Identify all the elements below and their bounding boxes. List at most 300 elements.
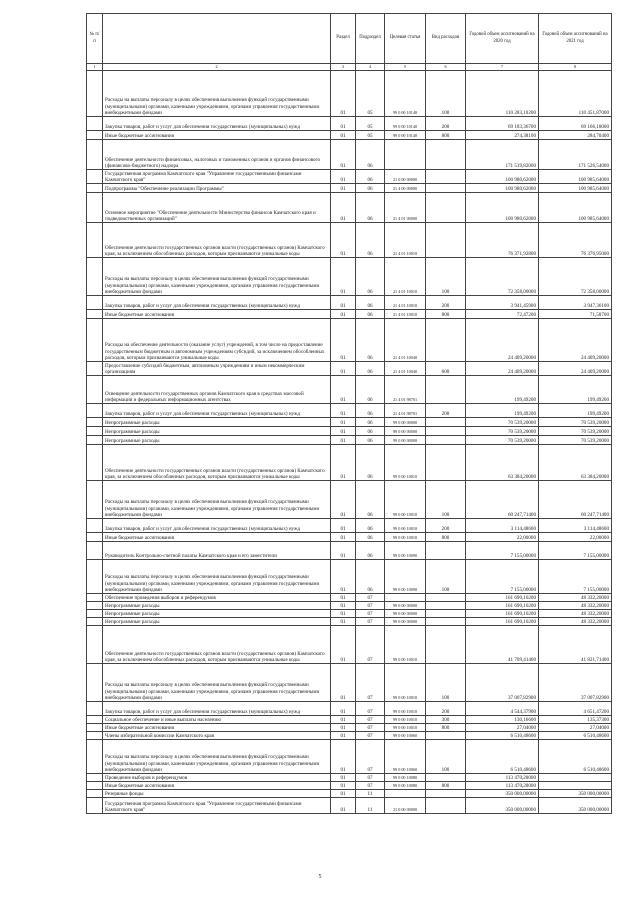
row-amount-2020: 7 155,00000 (466, 542, 539, 560)
row-section: 01 (331, 560, 356, 594)
table-row (87, 445, 612, 481)
row-subsection: 06 (356, 310, 385, 319)
table-row (87, 594, 612, 602)
row-expense-type: 600 (426, 362, 466, 376)
row-description: Непрограммные расходы (103, 418, 331, 427)
row-expense-type (426, 626, 466, 664)
row-subsection: 06 (356, 362, 385, 376)
row-amount-2021: 135,37300 (539, 716, 612, 724)
header-target: Целевая статья (385, 14, 426, 64)
table-row (87, 140, 612, 170)
row-amount-2021: 48 332,20000 (539, 594, 612, 602)
row-amount-2021: 24 409,20000 (539, 362, 612, 376)
row-target-code: 21 4 01 98701 (385, 404, 426, 418)
row-expense-type (426, 602, 466, 610)
row-description: Закупка товаров, работ и услуг для обеспечения государственных (муниципальных) нужд (103, 519, 331, 533)
row-amount-2021: 7 155,00000 (539, 560, 612, 594)
row-section: 01 (331, 310, 356, 319)
row-target-code: 21 4 01 10010 (385, 223, 426, 258)
row-number (87, 774, 103, 782)
row-amount-2021: 4 651,47200 (539, 702, 612, 716)
row-number (87, 542, 103, 560)
row-expense-type: 800 (426, 533, 466, 542)
row-description: Расходы на обеспечение деятельности (оказание услуг) учреждений, в том числе на предоставление государственным бюджетным и автономным учреждениям субсидий, за исключением обособленных расходов, которым присваиваются уникальные коды (103, 319, 331, 362)
table-row (87, 519, 612, 533)
table-row (87, 117, 612, 131)
row-target-code: 99 0 00 10080 (385, 782, 426, 790)
row-description: Иные бюджетные ассигнования (103, 724, 331, 732)
header-year-2021: Годовой объем ассигнований на 2021 год (539, 14, 612, 64)
row-amount-2021: 48 332,20000 (539, 602, 612, 610)
row-subsection: 06 (356, 319, 385, 362)
row-description: Закупка товаров, работ и услуг для обеспечения государственных (муниципальных) нужд (103, 117, 331, 131)
row-subsection: 05 (356, 71, 385, 117)
row-subsection: 07 (356, 664, 385, 702)
row-expense-type: 300 (426, 716, 466, 724)
row-subsection: 06 (356, 296, 385, 310)
row-target-code: 21 4 01 10040 (385, 362, 426, 376)
row-expense-type (426, 170, 466, 184)
row-amount-2020: 113 470,20000 (466, 774, 539, 782)
row-section: 01 (331, 519, 356, 533)
row-number (87, 740, 103, 774)
table-row (87, 436, 612, 445)
row-target-code: 99 0 00 10010 (385, 626, 426, 664)
row-amount-2020: 41 709,41400 (466, 626, 539, 664)
row-description: Закупка товаров, работ и услуг для обеспечения государственных (муниципальных) нужд (103, 296, 331, 310)
row-subsection: 06 (356, 542, 385, 560)
row-number (87, 71, 103, 117)
row-subsection: 07 (356, 774, 385, 782)
row-description: Непрограммные расходы (103, 602, 331, 610)
row-number (87, 798, 103, 814)
row-expense-type: 200 (426, 404, 466, 418)
row-section: 01 (331, 702, 356, 716)
row-amount-2021: 100 985,64000 (539, 193, 612, 223)
row-section: 01 (331, 319, 356, 362)
table-row (87, 427, 612, 436)
row-target-code: 99 0 00 00000 (385, 418, 426, 427)
row-amount-2020: 72 358,00000 (466, 258, 539, 296)
row-subsection: 06 (356, 170, 385, 184)
row-target-code: 99 0 00 10010 (385, 445, 426, 481)
row-section: 01 (331, 626, 356, 664)
header-num: № п/п (87, 14, 103, 64)
row-target-code: 21 4 01 00000 (385, 193, 426, 223)
row-amount-2021: 72 358,00000 (539, 258, 612, 296)
row-amount-2020: 6 510,48600 (466, 740, 539, 774)
row-amount-2020: 70 539,20000 (466, 436, 539, 445)
row-expense-type: 800 (426, 310, 466, 319)
row-number (87, 560, 103, 594)
row-section: 01 (331, 131, 356, 140)
row-subsection: 06 (356, 560, 385, 594)
row-section: 01 (331, 445, 356, 481)
table-row (87, 626, 612, 664)
table-row (87, 774, 612, 782)
row-subsection: 06 (356, 193, 385, 223)
row-expense-type: 200 (426, 702, 466, 716)
row-subsection: 06 (356, 418, 385, 427)
row-description: Непрограммные расходы (103, 610, 331, 618)
row-number (87, 724, 103, 732)
column-index: 8 (539, 64, 612, 71)
table-row (87, 184, 612, 193)
row-subsection: 06 (356, 140, 385, 170)
row-target-code: 99 0 00 10140 (385, 117, 426, 131)
row-target-code (385, 594, 426, 602)
row-amount-2020: 350 000,00000 (466, 798, 539, 814)
row-description: Основное мероприятие "Обеспечение деятельности Министерства финансов Камчатского края и подведомственных организаций" (103, 193, 331, 223)
row-expense-type (426, 618, 466, 626)
table-row (87, 782, 612, 790)
row-amount-2021: 60 247,71400 (539, 481, 612, 519)
row-description: Предоставление субсидий бюджетным, автономным учреждениям и иным некоммерческим организациям (103, 362, 331, 376)
row-section: 01 (331, 418, 356, 427)
row-amount-2020: 161 690,10200 (466, 610, 539, 618)
table-body (87, 71, 612, 814)
row-subsection: 07 (356, 602, 385, 610)
table-row (87, 798, 612, 814)
row-amount-2021: 3 114,48600 (539, 519, 612, 533)
row-description: Закупка товаров, работ и услуг для обеспечения государственных (муниципальных) нужд (103, 702, 331, 716)
row-section: 01 (331, 602, 356, 610)
row-subsection: 06 (356, 436, 385, 445)
row-number (87, 117, 103, 131)
row-amount-2020: 274,38100 (466, 131, 539, 140)
row-subsection: 07 (356, 702, 385, 716)
row-expense-type (426, 790, 466, 798)
row-description: Обеспечение деятельности государственных органов власти (государственных органов) Камчатского края, за исключением обособленных расходов, которым присваиваются уникальные коды (103, 626, 331, 664)
table-row (87, 296, 612, 310)
row-section: 01 (331, 117, 356, 131)
row-description: Обеспечение деятельности финансовых, налоговых и таможенных органов и органов финансового (финансово-бюджетного) надзора (103, 140, 331, 170)
row-expense-type (426, 193, 466, 223)
row-target-code: 21 4 01 10010 (385, 296, 426, 310)
row-amount-2020: 6 510,48600 (466, 732, 539, 740)
row-target-code: 21 4 00 00000 (385, 184, 426, 193)
row-expense-type (426, 798, 466, 814)
row-section: 01 (331, 782, 356, 790)
table-row (87, 610, 612, 618)
table-row (87, 193, 612, 223)
table-row (87, 533, 612, 542)
table-row (87, 418, 612, 427)
row-expense-type (426, 418, 466, 427)
row-number (87, 140, 103, 170)
row-expense-type (426, 223, 466, 258)
row-amount-2021: 76 376,95000 (539, 223, 612, 258)
row-expense-type: 800 (426, 782, 466, 790)
row-subsection: 06 (356, 184, 385, 193)
row-expense-type (426, 542, 466, 560)
row-amount-2021: 63 384,20000 (539, 445, 612, 481)
row-expense-type (426, 427, 466, 436)
row-description: Закупка товаров, работ и услуг для обеспечения государственных (муниципальных) нужд (103, 404, 331, 418)
table-row (87, 732, 612, 740)
budget-allocation-table (86, 13, 612, 814)
row-amount-2021: 70 539,20000 (539, 436, 612, 445)
row-expense-type: 200 (426, 117, 466, 131)
row-subsection: 07 (356, 782, 385, 790)
row-amount-2020: 110 283,10200 (466, 71, 539, 117)
row-number (87, 427, 103, 436)
header-name (103, 14, 331, 64)
row-amount-2021: 70 539,20000 (539, 418, 612, 427)
row-target-code: 99 0 00 10010 (385, 724, 426, 732)
row-amount-2020: 63 384,20000 (466, 445, 539, 481)
row-target-code: 21 4 01 98701 (385, 376, 426, 404)
row-amount-2021: 27,04000 (539, 724, 612, 732)
table-row (87, 131, 612, 140)
row-target-code (385, 790, 426, 798)
table-row (87, 618, 612, 626)
row-subsection: 06 (356, 519, 385, 533)
table-row (87, 664, 612, 702)
row-expense-type: 100 (426, 560, 466, 594)
row-section: 01 (331, 732, 356, 740)
row-number (87, 626, 103, 664)
row-section: 01 (331, 740, 356, 774)
row-description: Расходы на выплаты персоналу в целях обеспечения выполнения функций государственными (муниципальными) органами, казенными учреждениями, органами управления государственными внебюджетными фондами (103, 258, 331, 296)
row-description: Расходы на выплаты персоналу в целях обеспечения выполнения функций государственными (муниципальными) органами, казенными учреждениями, органами управления государственными внебюджетными фондами (103, 481, 331, 519)
row-description: Обеспечение деятельности государственных органов власти (государственных органов) Камчатского края, за исключением обособленных расходов, которым присваиваются уникальные коды (103, 445, 331, 481)
row-amount-2020: 24 409,20000 (466, 319, 539, 362)
row-subsection: 06 (356, 404, 385, 418)
table-row (87, 170, 612, 184)
row-number (87, 533, 103, 542)
row-section: 01 (331, 223, 356, 258)
row-subsection: 07 (356, 610, 385, 618)
row-amount-2021 (539, 782, 612, 790)
table-row (87, 724, 612, 732)
row-amount-2020: 70 539,20000 (466, 427, 539, 436)
row-target-code: 99 0 00 10010 (385, 702, 426, 716)
row-subsection: 06 (356, 427, 385, 436)
row-amount-2021: 24 409,20000 (539, 319, 612, 362)
row-amount-2021: 48 332,20000 (539, 610, 612, 618)
row-description: Иные бюджетные ассигнования (103, 782, 331, 790)
row-number (87, 519, 103, 533)
row-amount-2020: 130,16600 (466, 716, 539, 724)
row-number (87, 376, 103, 404)
row-amount-2021: 41 821,71400 (539, 626, 612, 664)
row-amount-2021: 284,70400 (539, 131, 612, 140)
row-target-code: 99 0 00 10010 (385, 716, 426, 724)
row-section: 01 (331, 790, 356, 798)
table-row (87, 258, 612, 296)
row-amount-2021: 70 539,20000 (539, 427, 612, 436)
row-expense-type: 800 (426, 131, 466, 140)
row-amount-2021: 37 007,82900 (539, 664, 612, 702)
row-section: 01 (331, 71, 356, 117)
row-subsection: 07 (356, 626, 385, 664)
table-header-row (87, 14, 612, 64)
row-subsection: 06 (356, 481, 385, 519)
row-description: Иные бюджетные ассигнования (103, 310, 331, 319)
row-description: Расходы на выплаты персоналу в целях обеспечения выполнения функций государственными (муниципальными) органами, казенными учреждениями, органами управления государственными внебюджетными фондами (103, 664, 331, 702)
row-description: Расходы на выплаты персоналу в целях обеспечения выполнения функций государственными (муниципальными) органами, казенными учреждениями, органами управления государственными внебюджетными фондами (103, 740, 331, 774)
row-amount-2020: 24 409,20000 (466, 362, 539, 376)
column-index: 6 (426, 64, 466, 71)
row-target-code: 99 0 00 00000 (385, 436, 426, 445)
row-amount-2020: 69 183,36700 (466, 117, 539, 131)
row-amount-2021: 6 510,48600 (539, 732, 612, 740)
row-amount-2020: 7 155,00000 (466, 560, 539, 594)
table-row (87, 71, 612, 117)
row-description: Государственная программа Камчатского края "Управление государственными финансами Камчатского края" (103, 170, 331, 184)
row-number (87, 319, 103, 362)
table-row (87, 376, 612, 404)
row-description: Непрограммные расходы (103, 436, 331, 445)
row-amount-2021: 7 155,00000 (539, 542, 612, 560)
row-amount-2020: 100 980,62000 (466, 170, 539, 184)
row-amount-2020: 161 690,10200 (466, 618, 539, 626)
row-target-code: 99 0 00 10060 (385, 740, 426, 774)
row-amount-2021: 110 451,87000 (539, 71, 612, 117)
row-section: 01 (331, 716, 356, 724)
column-index: 5 (385, 64, 426, 71)
row-expense-type (426, 184, 466, 193)
row-target-code (385, 140, 426, 170)
row-description: Члены избирательной комиссии Камчатского края (103, 732, 331, 740)
table-row (87, 310, 612, 319)
row-amount-2020: 76 371,92800 (466, 223, 539, 258)
row-section: 01 (331, 618, 356, 626)
row-subsection: 06 (356, 376, 385, 404)
row-number (87, 310, 103, 319)
row-subsection: 07 (356, 724, 385, 732)
column-index: 4 (356, 64, 385, 71)
header-expense-type: Вид расходов (426, 14, 466, 64)
row-description: Обеспечение деятельности государственных органов власти (государственных органов) Камчатского края, за исключением обособленных расходов, которым присваиваются уникальные коды (103, 223, 331, 258)
row-target-code: 99 0 00 00000 (385, 427, 426, 436)
row-section: 01 (331, 481, 356, 519)
row-amount-2021: 3 947,36100 (539, 296, 612, 310)
row-amount-2020: 199,49200 (466, 404, 539, 418)
row-expense-type: 100 (426, 740, 466, 774)
row-section: 01 (331, 193, 356, 223)
row-target-code: 99 0 00 10060 (385, 732, 426, 740)
row-expense-type (426, 436, 466, 445)
row-target-code: 99 0 00 00000 (385, 618, 426, 626)
row-description: Иные бюджетные ассигнования (103, 131, 331, 140)
row-amount-2021: 350 000,00000 (539, 790, 612, 798)
table-row (87, 542, 612, 560)
row-amount-2021: 69 166,18000 (539, 117, 612, 131)
row-amount-2021: 22,00000 (539, 533, 612, 542)
row-description: Руководитель Контрольно-счетной палаты Камчатского края и его заместители (103, 542, 331, 560)
row-amount-2021: 171 526,54000 (539, 140, 612, 170)
row-subsection: 07 (356, 618, 385, 626)
page-number: 5 (318, 874, 322, 880)
row-target-code: 21 0 00 00000 (385, 798, 426, 814)
row-section: 01 (331, 594, 356, 602)
row-section: 01 (331, 362, 356, 376)
row-section: 01 (331, 436, 356, 445)
row-number (87, 184, 103, 193)
row-section: 01 (331, 184, 356, 193)
row-number (87, 716, 103, 724)
row-description: Иные бюджетные ассигнования (103, 533, 331, 542)
row-amount-2020: 4 544,37900 (466, 702, 539, 716)
row-number (87, 618, 103, 626)
row-description: Государственная программа Камчатского края "Управление государственными финансами Камчатского края" (103, 798, 331, 814)
row-description: Подпрограмма "Обеспечение реализации Программы" (103, 184, 331, 193)
row-amount-2020: 3 941,45900 (466, 296, 539, 310)
row-section: 01 (331, 427, 356, 436)
row-target-code: 21 4 01 10010 (385, 310, 426, 319)
row-subsection: 11 (356, 790, 385, 798)
row-target-code: 99 0 00 10010 (385, 519, 426, 533)
row-section: 01 (331, 542, 356, 560)
row-section: 01 (331, 610, 356, 618)
table-row (87, 740, 612, 774)
row-expense-type: 100 (426, 258, 466, 296)
row-subsection: 07 (356, 740, 385, 774)
row-amount-2021: 71,58700 (539, 310, 612, 319)
row-number (87, 170, 103, 184)
row-number (87, 610, 103, 618)
row-target-code: 99 0 00 10010 (385, 481, 426, 519)
table-row (87, 362, 612, 376)
row-subsection: 11 (356, 798, 385, 814)
row-amount-2020: 161 690,10200 (466, 602, 539, 610)
row-description: Освещение деятельности государственных органов Камчатского края в средствах массовой информации и федеральных информационных агентствах (103, 376, 331, 404)
row-expense-type (426, 732, 466, 740)
row-amount-2020: 199,49200 (466, 376, 539, 404)
table-row (87, 790, 612, 798)
row-number (87, 664, 103, 702)
row-amount-2020: 350 000,00000 (466, 790, 539, 798)
row-subsection: 07 (356, 594, 385, 602)
row-subsection: 06 (356, 258, 385, 296)
row-expense-type: 100 (426, 481, 466, 519)
row-subsection: 06 (356, 445, 385, 481)
row-description: Резервные фонды (103, 790, 331, 798)
row-section: 01 (331, 140, 356, 170)
row-number (87, 418, 103, 427)
row-amount-2020: 70 539,20000 (466, 418, 539, 427)
table-row (87, 702, 612, 716)
row-amount-2021: 48 332,20000 (539, 618, 612, 626)
row-target-code: 99 0 00 10080 (385, 774, 426, 782)
row-description: Непрограммные расходы (103, 618, 331, 626)
row-description: Расходы на выплаты персоналу в целях обеспечения выполнения функций государственными (муниципальными) органами, казенными учреждениями, органами управления государственными внебюджетными фондами (103, 71, 331, 117)
row-target-code: 99 0 00 00000 (385, 602, 426, 610)
column-index: 3 (331, 64, 356, 71)
row-number (87, 481, 103, 519)
row-section: 01 (331, 258, 356, 296)
column-index: 1 (87, 64, 103, 71)
row-expense-type (426, 774, 466, 782)
row-description: Социальное обеспечение и иные выплаты населению (103, 716, 331, 724)
row-number (87, 193, 103, 223)
row-amount-2020: 27,04000 (466, 724, 539, 732)
row-section: 01 (331, 170, 356, 184)
column-index: 2 (103, 64, 331, 71)
header-year-2020: Годовой объем ассигнований на 2020 год (466, 14, 539, 64)
row-amount-2021: 199,49200 (539, 376, 612, 404)
row-subsection: 06 (356, 223, 385, 258)
row-amount-2020: 100 980,62000 (466, 184, 539, 193)
row-description: Расходы на выплаты персоналу в целях обеспечения выполнения функций государственными (муниципальными) органами, казенными учреждениями, органами управления государственными внебюджетными фондами (103, 560, 331, 594)
row-number (87, 782, 103, 790)
row-target-code: 99 0 00 00000 (385, 610, 426, 618)
column-index-row (87, 64, 612, 71)
table-row (87, 319, 612, 362)
row-amount-2020: 3 114,48600 (466, 519, 539, 533)
